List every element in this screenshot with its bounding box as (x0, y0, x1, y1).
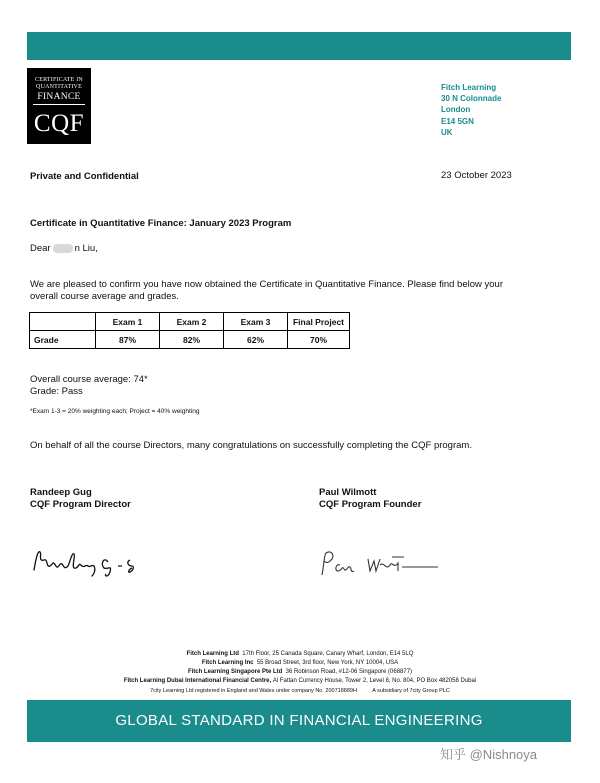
footer-address: 55 Broad Street, 3rd floor, New York, NY 10004, USA (256, 660, 399, 666)
signatory-2-title: CQF Program Founder (319, 499, 422, 510)
watermark: 知乎 @Nishnoya (440, 747, 538, 762)
congratulations-text: On behalf of all the course Directors, many congratulations on successfully completing the CQF program. (30, 440, 472, 451)
footer-subsidiary: A subsidiary of 7city Group PLC (372, 688, 450, 694)
footer-registration-line (0, 687, 600, 697)
header-exam-1: Exam 1 (96, 313, 160, 331)
overall-average: Overall course average: 74* (30, 374, 148, 385)
footer-entity: Fitch Learning Ltd (186, 651, 239, 657)
footer-address: Al Fattan Currency House, Tower 2, Level 8, No. 804, PO Box 482058 Dubai (272, 678, 477, 684)
signatory-1-title: CQF Program Director (30, 499, 131, 510)
logo-mark: CQF (33, 110, 85, 137)
salutation-name: n Liu, (74, 243, 98, 254)
header-exam-2: Exam 2 (160, 313, 224, 331)
overall-grade: Grade: Pass (30, 386, 83, 397)
address-line: E14 5GN (441, 116, 474, 126)
grade-final-project: 70% (288, 331, 350, 349)
grades-table (29, 312, 350, 349)
logo-line-finance: FINANCE (37, 92, 81, 102)
header-final-project: Final Project (288, 313, 350, 331)
signature-paul-wilmott (318, 545, 448, 580)
intro-line-1: We are pleased to confirm you have now obtained the Certificate in Quantitative Finance. Please find below your (30, 279, 503, 290)
footer-entity: Fitch Learning Inc (201, 660, 254, 666)
sender-address (441, 82, 501, 138)
grade-exam-1: 87% (96, 331, 160, 349)
signatory-1-name: Randeep Gug (30, 487, 92, 498)
grade-exam-3: 62% (224, 331, 288, 349)
footer-address: 36 Robinson Road, #12-06 Singapore (068877) (285, 669, 413, 675)
footer-entity: Fitch Learning Singapore Pte Ltd (187, 669, 283, 675)
redacted-name (53, 244, 73, 253)
weighting-note: *Exam 1-3 = 20% weighting each; Project = 40% weighting (30, 408, 200, 415)
address-line: Fitch Learning (441, 83, 497, 92)
row-label-grade: Grade (30, 331, 96, 349)
confidential-label: Private and Confidential (30, 171, 139, 182)
intro-line-2: overall course average and grades. (30, 291, 179, 302)
grades-row (30, 331, 350, 349)
address-line: 30 N Colonnade (441, 94, 502, 104)
signatory-2-name: Paul Wilmott (319, 487, 377, 498)
salutation-dear: Dear (30, 243, 51, 254)
grades-header-row (30, 313, 350, 331)
header-band (27, 32, 571, 60)
footer-registration: 7city Learning Ltd registered in England and Wales under company No. 200718889H (150, 688, 357, 694)
address-line: London (441, 105, 471, 115)
slogan-banner: GLOBAL STANDARD IN FINANCIAL ENGINEERING (27, 700, 571, 742)
grade-exam-2: 82% (160, 331, 224, 349)
signature-randeep-gug (30, 540, 150, 580)
header-exam-3: Exam 3 (224, 313, 288, 331)
letter-date: 23 October 2023 (441, 170, 512, 181)
letter-subject: Certificate in Quantitative Finance: January 2023 Program (30, 218, 292, 229)
logo-line-quantitative: QUANTITATIVE (36, 84, 82, 90)
table-corner (30, 313, 96, 331)
cqf-logo (27, 68, 91, 144)
footer-entity: Fitch Learning Dubai International Financial Centre, (123, 678, 272, 684)
address-line: UK (441, 127, 453, 137)
salutation (30, 243, 98, 254)
footer-office-4 (0, 677, 600, 687)
footer-address: 17th Floor, 25 Canada Square, Canary Wharf, London, E14 5LQ (242, 651, 414, 657)
logo-divider (33, 104, 85, 105)
logo-line-certificate: CERTIFICATE IN (35, 77, 83, 83)
